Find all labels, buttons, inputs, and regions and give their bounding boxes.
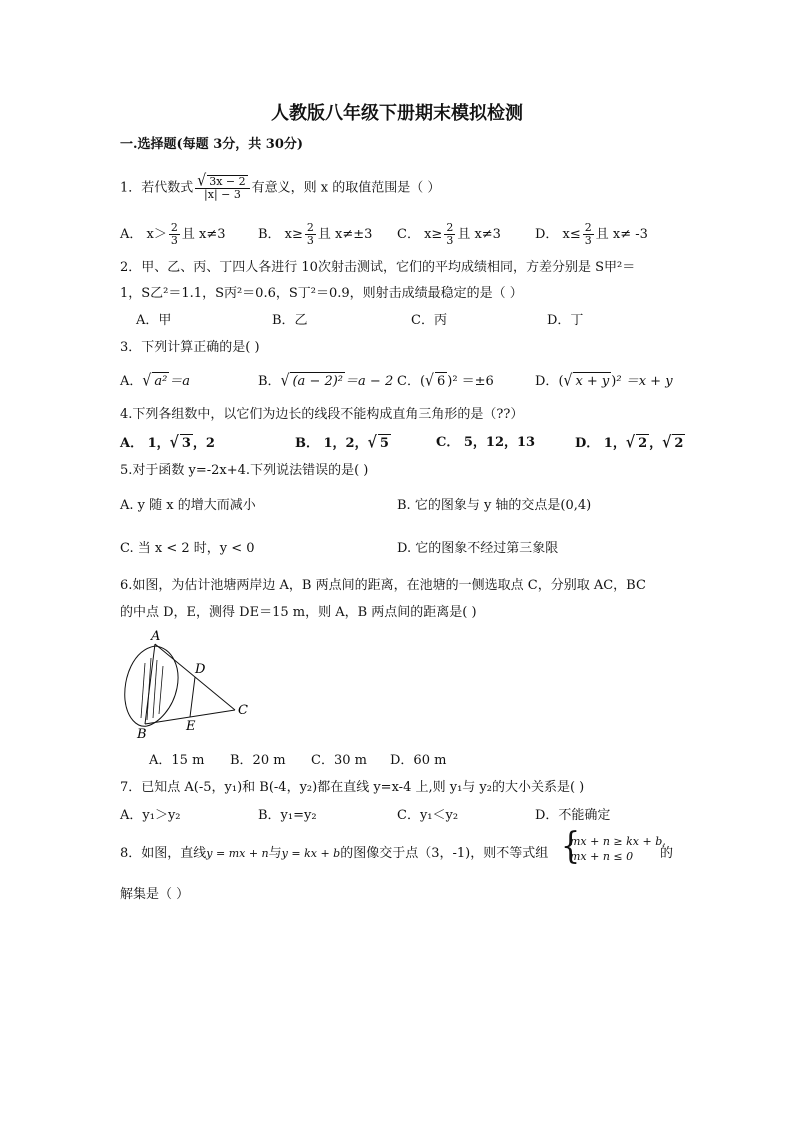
q5-option-b: B. 它的图象与 y 轴的交点是(0,4) [397,498,592,513]
q4-option-b: B． 1，2，√ 5 [295,433,389,453]
question-8-line-2: 解集是（ ） [120,887,190,902]
q1-opt-d-frac: $\frac{2}{3}$ [584,221,592,247]
pond-hatch-line [159,666,163,714]
q4-opt-d-radicand-1: 2 [638,436,648,451]
q8-stem-tail: 的 [660,846,674,861]
q3-opt-d-radicand: x + y [575,374,610,389]
q1-opt-b-label: B． x≥ [258,227,303,242]
q1-opt-d-tail: 且 x≠ -3 [595,227,648,242]
q1-stem-prefix: 1．若代数式 [120,180,194,196]
q7-option-c: C．y₁＜y₂ [397,808,459,823]
q6-option-c: C．30 m [311,753,367,768]
q2-option-b: B．乙 [272,313,308,328]
q1-fraction: $\frac{√ 3x - 2}{|x| - 3}$ [195,175,249,201]
point-label-e: E [186,719,196,734]
q6-option-a: A．15 m [149,753,205,768]
q1-opt-a-label: A． x＞ [120,227,167,242]
q1-opt-b-tail: 且 x≠±3 [317,227,373,242]
q4-opt-a-radicand: 3 [181,436,191,451]
q4-option-d: D． 1，√ 2 ，√ 2 [575,433,684,453]
section-heading: 一.选择题(每题 3分，共 30分) [120,137,304,152]
q1-opt-a-tail: 且 x≠3 [181,227,226,242]
q2-option-d: D．丁 [547,313,584,328]
q3-option-c: C．(√ 6 )² ＝±6 [397,371,494,391]
q4-option-c: C． 5，12，13 [436,435,536,450]
q8-equation-2: y = kx + b [281,847,341,860]
q6-option-d: D．60 m [390,753,447,768]
pond-hatch-line [153,660,157,718]
q8-inequality-1: mx + n ≥ kx + b, [570,835,666,848]
q1-opt-b-frac: $\frac{2}{3}$ [306,221,314,247]
question-8-stem: 8．如图，直线y = mx + n与y = kx + b的图像交于点（3，-1)，则不等式组 [120,846,549,861]
q1-option-a [120,222,226,247]
q7-option-b: B．y₁=y₂ [258,808,317,823]
pond-figure [115,628,265,743]
point-label-a: A [151,629,161,644]
q1-stem-suffix: 有意义，则 x 的取值范围是（ ） [251,180,441,196]
q3-opt-c-radicand: 6 [436,374,446,389]
q5-option-a: A. y 随 x 的增大而减小 [120,498,256,513]
q1-option-b [258,222,372,247]
question-4-stem: 4.下列各组数中，以它们为边长的线段不能构成直角三角形的是（??） [120,407,524,422]
question-6-line-1: 6.如图，为估计池塘两岸边 A，B 两点间的距离，在池塘的一侧选取点 C，分别取 AC，BC [120,578,646,593]
point-label-c: C [238,703,248,718]
pond-hatch-line [141,663,145,718]
q4-opt-b-radicand: 5 [379,436,389,451]
q2-option-a: A．甲 [136,313,172,328]
segment-de [190,677,195,717]
q8-equation-1: y = mx + n [206,847,269,860]
q3-option-d: D．(√ x + y )² ＝x + y [535,371,673,391]
q7-option-a: A．y₁＞y₂ [120,808,181,823]
q5-option-d: D. 它的图象不经过第三象限 [397,541,559,556]
q1-opt-a-frac: $\frac{2}{3}$ [170,221,178,247]
question-6-line-2: 的中点 D，E，测得 DE＝15 m，则 A，B 两点间的距离是( ) [120,605,477,620]
question-1-stem [120,171,441,201]
q1-frac-num: 3x − 2 [209,175,246,188]
q5-option-c: C. 当 x < 2 时，y < 0 [120,541,255,556]
q1-opt-c-tail: 且 x≠3 [457,227,501,242]
q4-option-a: A． 1，√ 3 ，2 [120,433,215,453]
q7-option-d: D．不能确定 [535,808,611,823]
q1-option-c [397,222,501,247]
q1-option-d [535,222,648,247]
question-2-line-2: 1，S乙²＝1.1，S丙²＝0.6，S丁²＝0.9，则射击成绩最稳定的是（ ） [120,286,523,301]
q4-opt-d-radicand-2: 2 [674,436,684,451]
point-label-b: B [137,727,147,742]
q3-option-a: A．√ a² ＝a [120,371,191,391]
q3-option-b: B．√ (a − 2)² ＝a − 2 [258,371,394,391]
question-5-stem: 5.对于函数 y=-2x+4.下列说法错误的是( ) [120,463,369,478]
q1-frac-den: |x| − 3 [204,188,241,201]
q3-opt-a-radicand: a² [154,374,168,389]
q2-option-c: C．丙 [411,313,447,328]
q3-opt-b-radicand: (a − 2)² [292,374,344,389]
q1-opt-c-label: C． x≥ [397,227,443,242]
question-2-line-1: 2．甲、乙、丙、丁四人各进行 10次射击测试，它们的平均成绩相同，方差分别是 S甲²＝ [120,260,636,275]
q6-option-b: B．20 m [230,753,286,768]
q8-inequality-2: mx + n ≤ 0 [570,850,634,863]
q8-system-brace: { [561,825,581,868]
question-3-stem: 3．下列计算正确的是( ) [120,340,260,355]
point-label-d: D [195,662,206,677]
q1-opt-c-frac: $\frac{2}{3}$ [446,221,454,247]
q1-opt-d-label: D． x≤ [535,227,581,242]
page-title: 人教版八年级下册期末模拟检测 [271,103,523,124]
question-7-stem: 7．已知点 A(-5，y₁)和 B(-4，y₂)都在直线 y=x-4 上,则 y₁与 y₂的大小关系是( ) [120,780,585,795]
q8-inequality-system [570,834,666,864]
